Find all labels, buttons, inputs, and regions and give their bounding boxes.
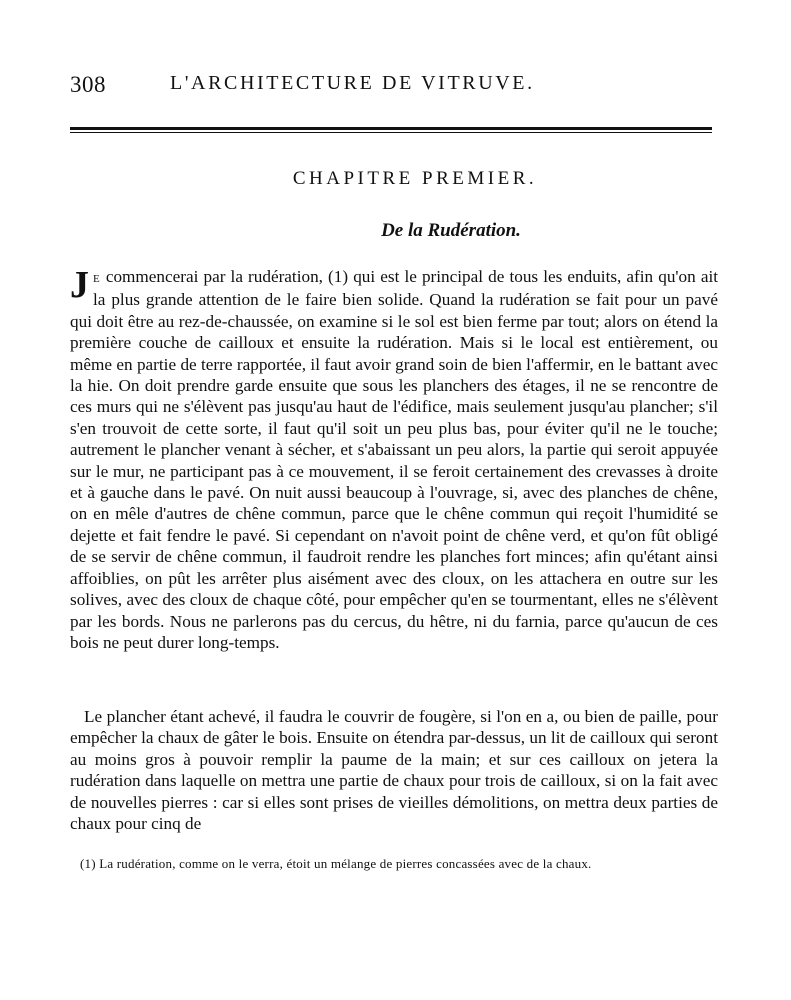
footnote: (1) La rudération, comme on le verra, étoit un mélange de pierres concassées avec de la chaux. xyxy=(80,856,592,871)
page-number: 308 xyxy=(70,72,106,97)
chapter-title: CHAPITRE PREMIER. xyxy=(292,168,538,189)
header-rule-thin xyxy=(70,132,712,133)
running-head xyxy=(70,72,710,104)
dropcap-letter: J xyxy=(70,264,89,306)
header-rule-thick xyxy=(70,127,712,130)
paragraph-1-text: commencerai par la rudération, (1) qui est le principal de tous les enduits, afin qu'on ait la plus grande attention de le faire bien solide. Quand la rudération se fait pour un pavé qui doit être au rez-de-chaussée, on examine si le sol est bien ferme par tout; alors on étend la première couche de cailloux et ensuite la rudération. Mais si le local est entièrement, ou même en partie de terre rapportée, il faut avoir grand soin de bien l'affermir, en le battant avec la hie. On doit prendre garde ensuite que sous les planchers des étages, il ne se rencontre de ces murs qui ne s'élèvent pas jusqu'au haut de l'édifice, mais seulement jusqu'au plancher; s'il s'en trouvoit de cette sorte, il faut qu'il soit un peu plus bas, pour éviter qu'il ne le touche; autrement le plancher venant à sécher, et s'abaissant un peu alors, la partie qui seroit appuyée sur le mur, ne participant pas à ce mouvement, il se feroit certainement des crevasses à droite et à gauche dans le pavé. On nuit aussi beaucoup à l'ouvrage, si, avec des planches de chêne, on en mêle d'autres de chêne commun, parce que le chêne commun qui reçoit l'humidité se dejette et fait fendre le pavé. Si cependant on n'avoit point de chêne verd, et qu'on fût obligé de se servir de chêne commun, il faudroit rendre les planches fort minces; afin qu'étant ainsi affoiblies, on pût les arrêter plus aisément avec des cloux, on les attachera en outre sur les solives, avec des cloux de chaque côté, pour empêcher qu'en se tourmentant, elles ne s'élèvent par les bords. Nous ne parlerons pas du cercus, du hêtre, ni du farnia, parce qu'aucun de ces bois ne peut durer long-temps. xyxy=(70,267,718,652)
paragraph-2: Le plancher étant achevé, il faudra le couvrir de fougère, si l'on en a, ou bien de paille, pour empêcher la chaux de gâter le bois. Ensuite on étendra par-dessus, un lit de cailloux qui seront au moins gros à pouvoir remplir la paume de la main; et sur ces cailloux on jetera la rudération dans laquelle on mettra une partie de chaux pour trois de cailloux, si on la fait avec de nouvelles pierres : car si elles sont prises de vieilles démolitions, on mettra deux parties de chaux pour cinq de xyxy=(70,707,718,834)
dropcap-rest: e xyxy=(93,270,101,286)
section-title: De la Rudération. xyxy=(381,220,521,241)
paragraph-1 xyxy=(70,266,718,653)
running-title: L'ARCHITECTURE DE VITRUVE. xyxy=(170,72,535,94)
